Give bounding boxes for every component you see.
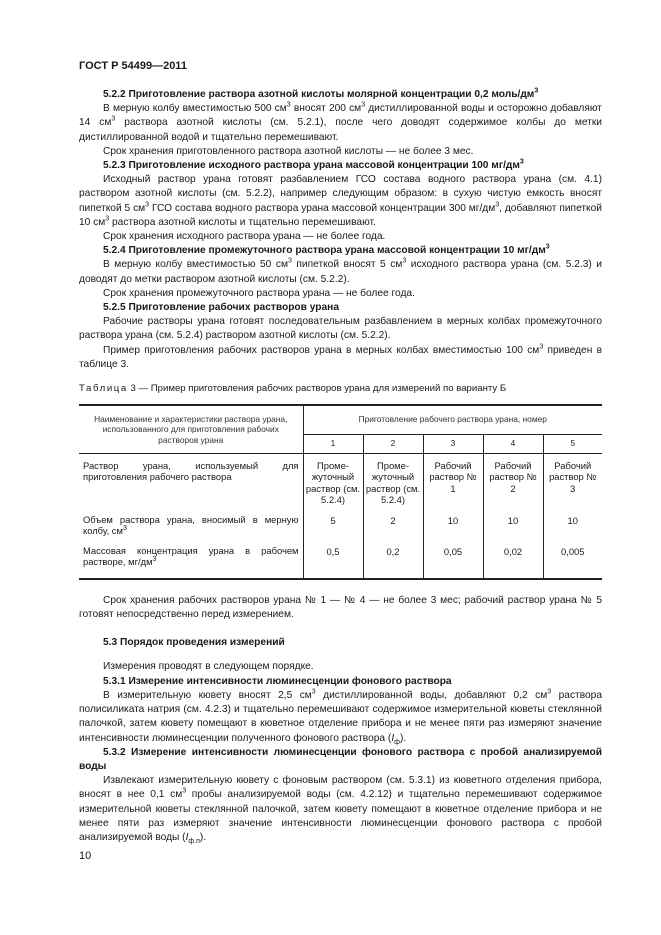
table-cell: 5 [303,512,363,543]
document-header: ГОСТ Р 54499—2011 [79,60,187,72]
table-cell: 0,5 [303,543,363,579]
section-5-2-5-paragraph: Рабочие растворы урана готовят последовательным разбавлением в мерных колбах промежуточного раствора урана (см. 5.2.4) раствором азотной кислоты (см. 5.2.2). [79,316,602,342]
table-cell: Проме-жуточный раствор (см. 5.2.4) [303,453,363,512]
page-number: 10 [79,850,92,862]
table-row-label: Раствор урана, используемый для приготовления рабочего раствора [79,453,303,512]
section-5-3-2-paragraph: Извлекают измерительную кювету с фоновым раствором (см. 5.3.1) из кюветного отделения прибора, вносят в нее 0,1 $см^3$ пробы анализируемой воды (см. 4.2.12) и тщательно перемешивают содержимое измерительной кюветы стеклянной палочкой, затем кювету помещают в кюветное отделение прибора и не менее пяти раз измеряют значение интенсивности люминесценции фонового раствора с пробой анализируемой воды $(I_{ф.п})$. [79,775,602,845]
table-cell: 0,005 [543,543,602,579]
table-row [79,512,602,543]
section-5-2-3-storage: Срок хранения исходного раствора урана — не более года. [103,231,386,243]
section-5-2-2-storage: Срок хранения приготовленного раствора азотной кислоты — не более 3 мес. [103,145,474,157]
section-5-2-3-paragraph: Исходный раствор урана готовят разбавлением ГСО состава водного раствора урана (см. 4.1) раствором азотной кислоты (см. 5.2.2), например следующим образом: в сухую чистую емкость вносят пипеткой 5 $см^3$ ГСО состава водного раствора урана массовой концентрации 300 $мг/дм^3$, добавляют пипеткой 10 $см^3$ раствора азотной кислоты и тщательно перемешивают. [79,174,602,228]
table-cell: Рабочий раствор № 1 [423,453,483,512]
table-cell: 10 [423,512,483,543]
table-cell: 10 [483,512,543,543]
table-cell: 0,2 [363,543,423,579]
table-cell: 10 [543,512,602,543]
section-5-3-2-title: 5.3.2 Измерение интенсивности люминесценции фонового раствора с пробой анализируемой воды [79,746,602,772]
section-5-2-4-title: 5.2.4 Приготовление промежуточного раствора урана массовой концентрации 10 $мг/дм^3$ [103,243,550,257]
table-col-number: 5 [543,434,602,453]
table-row-label: Массовая концентрация урана в рабочем растворе, $мг/дм^3$ [79,543,303,579]
section-5-3-1-title: 5.3.1 Измерение интенсивности люминесценции фонового раствора [103,675,452,687]
section-5-2-4-paragraph: В мерную колбу вместимостью 50 $см^3$ пипеткой вносят 5 $см^3$ исходного раствора урана (см. 5.2.3) и доводят до метки раствором азотной кислоты (см. 5.2.2). [79,258,603,285]
table-head-left: Наименование и характеристики раствора урана, использованного для приготовления рабочих растворов урана [79,405,303,453]
table-caption: Таблица 3 — Пример приготовления рабочих растворов урана для измерений по варианту Б [79,383,507,395]
table-col-number: 4 [483,434,543,453]
table-row [79,543,602,579]
table-cell: Рабочий раствор № 2 [483,453,543,512]
table-col-number: 1 [303,434,363,453]
section-5-3-title: 5.3 Порядок проведения измерений [103,637,285,649]
table-cell: Рабочий раствор № 3 [543,453,602,512]
section-5-2-3-title: 5.2.3 Приготовление исходного раствора урана массовой концентрации 100 $мг/дм^3$ [103,158,524,172]
table-col-number: 3 [423,434,483,453]
section-5-3-intro: Измерения проводят в следующем порядке. [103,661,314,673]
table-cell: 2 [363,512,423,543]
table-col-number: 2 [363,434,423,453]
table-cell: 0,05 [423,543,483,579]
page-content [79,88,602,845]
table-footnote-paragraph: Срок хранения рабочих растворов урана № 1 — № 4 — не более 3 мес; рабочий раствор урана № 5 готовят непосредственно перед измерением. [79,594,602,621]
table-row-label: Объем раствора урана, вносимый в мерную колбу, $см^3$ [79,512,303,543]
table-cell: Проме-жуточный раствор (см. 5.2.4) [363,453,423,512]
table-cell: 0,02 [483,543,543,579]
table-row [79,453,602,512]
section-5-2-2-paragraph: В мерную колбу вместимостью 500 $см^3$ вносят 200 $см^3$ дистиллированной воды и осторожно добавляют 14 $см^3$ раствора азотной кислоты (см. 5.2.1), после чего доводят содержимое колбы до метки дистиллированной водой и тщательно перемешивают. [79,101,602,143]
section-5-2-2-title: 5.2.2 Приготовление раствора азотной кислоты молярной концентрации 0,2 моль/$дм^3$ [103,87,539,100]
table-head-right: Приготовление рабочего раствора урана, номер [303,405,602,434]
table-3 [79,404,602,580]
section-5-2-5-title: 5.2.5 Приготовление рабочих растворов урана [103,302,339,314]
section-5-3-1-paragraph: В измерительную кювету вносят 2,5 $см^3$ дистиллированной воды, добавляют 0,2 $см^3$ раствора полисиликата натрия (см. 4.2.3) и тщательно перемешивают содержимое измерительной кюветы стеклянной палочкой, затем кювету помещают в кюветное отделение прибора и не менее пяти раз измеряют значение интенсивности люминесценции полученного фонового раствора $(I_ф)$. [79,688,602,746]
section-5-2-4-storage: Срок хранения промежуточного раствора урана — не более года. [103,287,415,299]
section-5-2-5-example: Пример приготовления рабочих растворов урана в мерных колбах вместимостью 100 $см^3$ приведен в таблице 3. [79,343,602,370]
